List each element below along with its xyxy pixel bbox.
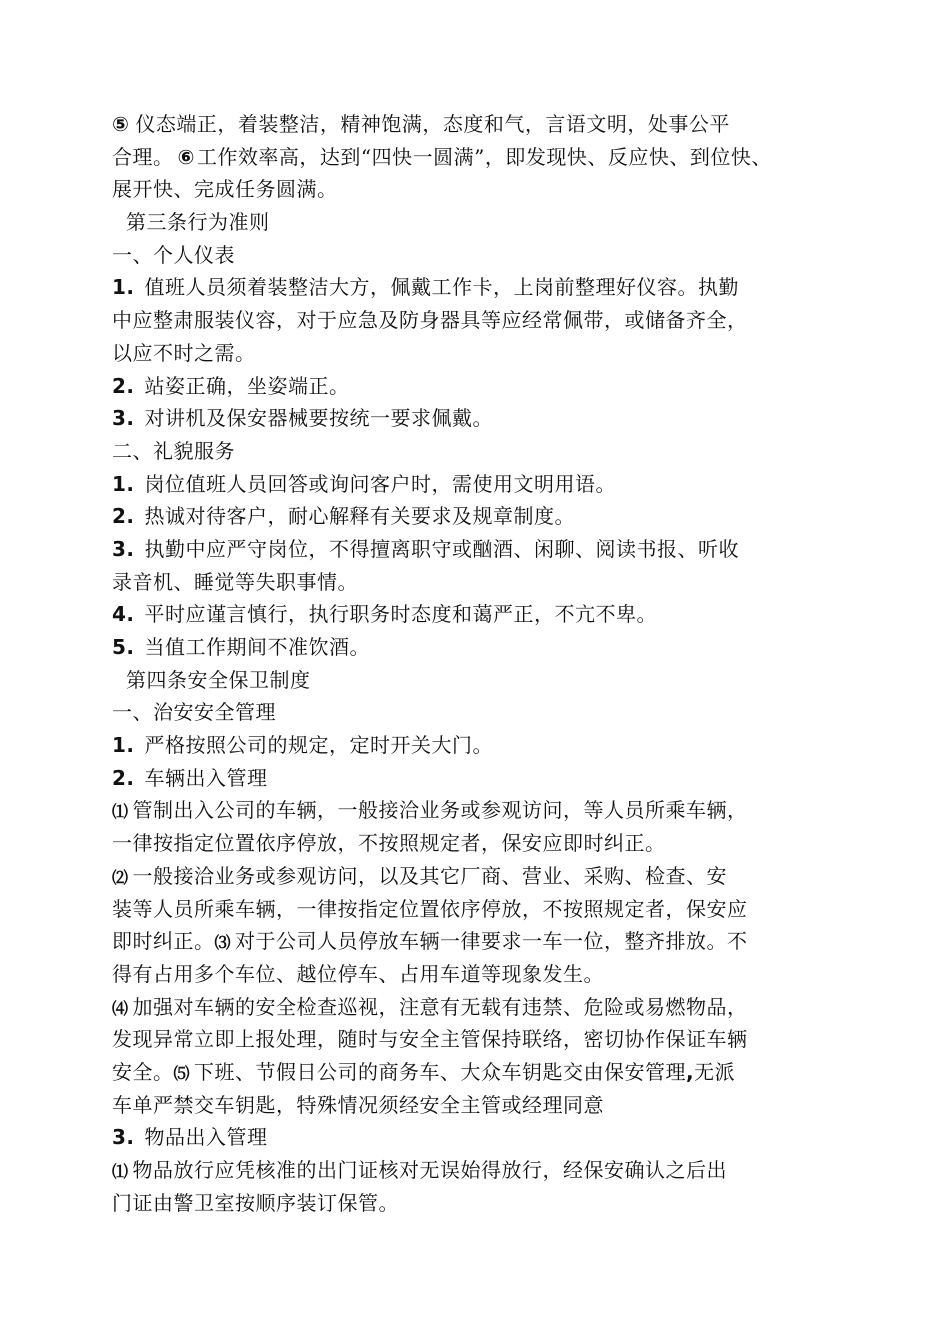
parenthesized-number: ⑸ (173, 1063, 191, 1083)
text-line (112, 827, 852, 860)
line-text: 站姿正确，坐姿端正。 (144, 373, 350, 398)
line-text: 二、礼貌服务 (112, 438, 235, 463)
text-line (112, 500, 852, 533)
line-prefix-text: 安全。 (112, 1059, 174, 1084)
list-number: 3. (112, 406, 135, 431)
text-line (112, 958, 852, 991)
line-text: 当值工作期间不准饮酒。 (144, 635, 371, 659)
text-line (112, 108, 852, 141)
line-text: 物品放行应凭核准的出门证核对无误始得放行，经保安确认之后出 (132, 1158, 728, 1182)
line-text: 得有占用多个车位、越位停车、占用车道等现象发生。 (112, 961, 604, 986)
list-number: 2. (112, 373, 135, 398)
text-line (112, 337, 852, 370)
line-text: 加强对车辆的安全检查巡视，注意有无载有违禁、危险或易燃物品， (132, 994, 748, 1019)
line-text: 对讲机及保安器械要按统一要求佩戴。 (144, 406, 494, 431)
line-text: 展开快、完成任务圆满。 (112, 177, 338, 202)
text-line (112, 370, 852, 403)
line-prefix-text: 即时纠正。 (112, 929, 215, 954)
circled-number-marker: ⑤ (112, 112, 130, 136)
line-text: 发现异常立即上报处理，随时与安全主管保持联络，密切协作保证车辆 (112, 1027, 748, 1052)
text-line (112, 141, 852, 174)
text-line (112, 1023, 852, 1056)
text-line (112, 402, 852, 435)
text-line (112, 762, 852, 795)
list-number: 1. (112, 733, 135, 758)
line-text: 管制出入公司的车辆，一般接洽业务或参观访问，等人员所乘车辆， (132, 798, 748, 823)
section-heading (112, 206, 852, 239)
text-line (112, 1187, 852, 1220)
list-number: 2. (112, 504, 135, 529)
text-line (112, 794, 852, 827)
list-number: 3. (112, 536, 135, 561)
text-line (112, 1121, 852, 1154)
line-text: 装等人员所乘车辆，一律按指定位置依序停放，不按照规定者，保安应 (112, 896, 748, 921)
line-text: 以应不时之需。 (112, 340, 256, 365)
text-line (112, 991, 852, 1024)
line-text: 录音机、睡觉等失职事情。 (112, 569, 358, 594)
parenthesized-number: ⑴ (112, 802, 129, 822)
line-text: 岗位值班人员回答或询问客户时，需使用文明用语。 (144, 471, 617, 496)
line-text: 一般接洽业务或参观访问，以及其它厂商、营业、采购、检查、安 (132, 863, 728, 888)
bold-comma: , (686, 1059, 695, 1084)
parenthesized-number: ⑷ (112, 998, 129, 1018)
list-number: 4. (112, 602, 135, 627)
text-line (112, 1056, 852, 1089)
text-line (112, 304, 852, 337)
text-line (112, 1089, 852, 1122)
line-text: 第四条安全保卫制度 (126, 667, 311, 692)
text-line (112, 860, 852, 893)
text-line (112, 533, 852, 566)
text-line (112, 598, 852, 631)
line-text: 车辆出入管理 (144, 765, 268, 790)
text-line (112, 1154, 852, 1187)
text-line (112, 566, 852, 599)
line-text: 一、个人仪表 (112, 242, 235, 267)
text-line (112, 893, 852, 926)
parenthesized-number: ⑵ (112, 867, 129, 887)
line-text: 一、治安安全管理 (112, 700, 276, 725)
line-text: 下班、节假日公司的商务车、大众车钥匙交由保安管理 (194, 1059, 687, 1084)
line-text: 仪态端正，着装整洁，精神饱满，态度和气，言语文明，处事公平 (135, 112, 730, 136)
line-text: 平时应谨言慎行，执行职务时态度和蔼严正，不亢不卑。 (144, 602, 658, 627)
line-text: 执勤中应严守岗位，不得擅离职守或酗酒、闲聊、阅读书报、听收 (144, 536, 740, 561)
line-text: 对于公司人员停放车辆一律要求一车一位，整齐排放。不 (235, 929, 748, 954)
list-number: 2. (112, 765, 135, 790)
list-number: 5. (112, 635, 135, 659)
text-line (112, 271, 852, 304)
text-line (112, 173, 852, 206)
text-line (112, 631, 852, 664)
line-prefix-text: 合理。 (112, 144, 174, 169)
circled-number-marker: ⑥ (177, 144, 195, 169)
line-text: 中应整肃服装仪容，对于应急及防身器具等应经常佩带，或储备齐全， (112, 308, 748, 333)
line-text: 一律按指定位置依序停放，不按照规定者，保安应即时纠正。 (112, 831, 666, 856)
line-tail-text: 无派 (694, 1059, 736, 1084)
line-text: 门证由警卫室按顺序装订保管。 (112, 1190, 399, 1215)
parenthesized-number: ⑶ (214, 933, 232, 953)
document-page (112, 108, 852, 1219)
text-line (112, 729, 852, 762)
line-text: 工作效率高，达到“四快一圆满”，即发现快、反应快、到位快、 (196, 144, 772, 169)
parenthesized-number: ⑴ (112, 1162, 129, 1181)
text-line (112, 696, 852, 729)
text-line (112, 239, 852, 272)
text-line (112, 435, 852, 468)
text-line (112, 468, 852, 501)
section-heading (112, 664, 852, 697)
list-number: 3. (112, 1125, 135, 1150)
line-text: 热诚对待客户，耐心解释有关要求及规章制度。 (144, 504, 576, 529)
list-number: 1. (112, 471, 135, 496)
line-text: 严格按照公司的规定，定时开关大门。 (144, 733, 494, 758)
list-number: 1. (112, 275, 135, 300)
line-text: 值班人员须着装整洁大方，佩戴工作卡，上岗前整理好仪容。执勤 (144, 275, 740, 300)
line-text: 第三条行为准则 (126, 210, 270, 235)
text-line (112, 925, 852, 958)
line-text: 车单严禁交车钥匙，特殊情况须经安全主管或经理同意 (112, 1092, 604, 1117)
line-text: 物品出入管理 (144, 1125, 268, 1150)
